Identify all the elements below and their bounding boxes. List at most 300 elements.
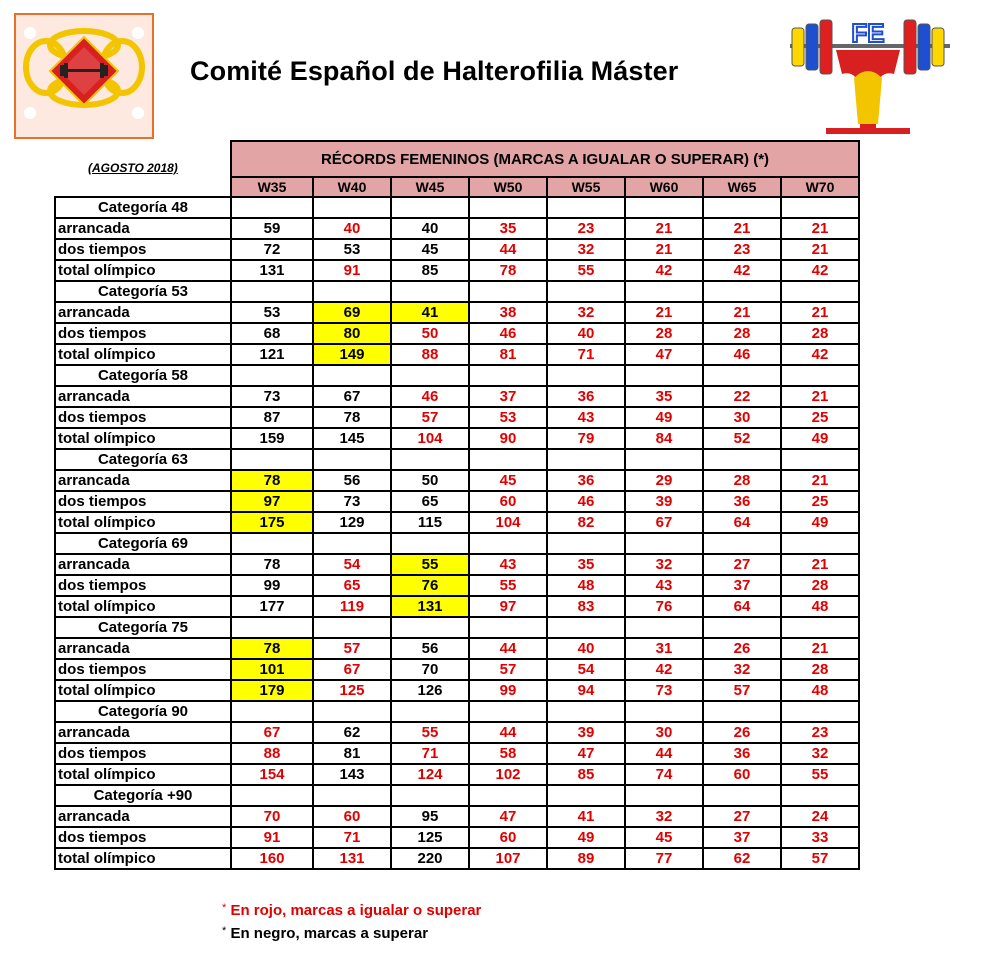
record-value: 37 [469, 386, 547, 407]
empty-cell [231, 281, 313, 302]
empty-cell [391, 785, 469, 806]
record-value: 88 [391, 344, 469, 365]
record-value: 26 [703, 722, 781, 743]
record-value: 42 [703, 260, 781, 281]
empty-cell [703, 701, 781, 722]
red-note-star: * [222, 902, 227, 914]
category-row [55, 365, 859, 386]
record-value: 91 [231, 827, 313, 848]
lift-label: total olímpico [55, 680, 231, 701]
category-row [55, 701, 859, 722]
record-value: 25 [781, 491, 859, 512]
lift-label: dos tiempos [55, 827, 231, 848]
table-row [55, 470, 859, 491]
record-value: 46 [547, 491, 625, 512]
record-value: 149 [313, 344, 391, 365]
record-value: 80 [313, 323, 391, 344]
record-value: 39 [625, 491, 703, 512]
record-value: 73 [625, 680, 703, 701]
empty-cell [781, 701, 859, 722]
table-row [55, 659, 859, 680]
record-value: 27 [703, 554, 781, 575]
record-value: 74 [625, 764, 703, 785]
record-value: 42 [625, 659, 703, 680]
record-value: 72 [231, 239, 313, 260]
empty-cell [231, 785, 313, 806]
record-value: 60 [703, 764, 781, 785]
record-value: 79 [547, 428, 625, 449]
record-value: 44 [469, 722, 547, 743]
record-value: 126 [391, 680, 469, 701]
record-value: 154 [231, 764, 313, 785]
black-note [222, 925, 428, 942]
empty-cell [231, 197, 313, 218]
record-value: 90 [469, 428, 547, 449]
empty-cell [547, 785, 625, 806]
category-label: Categoría 75 [55, 617, 231, 638]
record-value: 56 [391, 638, 469, 659]
record-value: 53 [231, 302, 313, 323]
record-value: 55 [391, 554, 469, 575]
lift-label: total olímpico [55, 764, 231, 785]
empty-cell [469, 617, 547, 638]
category-row [55, 449, 859, 470]
record-value: 44 [469, 638, 547, 659]
record-value: 78 [231, 554, 313, 575]
record-value: 54 [313, 554, 391, 575]
empty-cell [703, 449, 781, 470]
record-value: 115 [391, 512, 469, 533]
age-group-header: W55 [547, 177, 625, 197]
record-value: 57 [703, 680, 781, 701]
empty-cell [625, 533, 703, 554]
record-value: 44 [625, 743, 703, 764]
empty-cell [313, 197, 391, 218]
record-value: 78 [231, 470, 313, 491]
empty-cell [547, 365, 625, 386]
record-value: 71 [313, 827, 391, 848]
red-note [222, 902, 481, 919]
record-value: 85 [391, 260, 469, 281]
table-row [55, 722, 859, 743]
record-value: 101 [231, 659, 313, 680]
empty-cell [703, 533, 781, 554]
empty-cell [391, 365, 469, 386]
record-value: 57 [313, 638, 391, 659]
record-value: 67 [625, 512, 703, 533]
record-value: 47 [469, 806, 547, 827]
records-table [54, 140, 860, 870]
table-row [55, 596, 859, 617]
record-value: 60 [313, 806, 391, 827]
table-row [55, 239, 859, 260]
table-row [55, 323, 859, 344]
age-group-header-row [55, 177, 859, 197]
record-value: 65 [391, 491, 469, 512]
lift-label: dos tiempos [55, 323, 231, 344]
lift-label: arrancada [55, 554, 231, 575]
empty-cell [625, 365, 703, 386]
record-value: 78 [313, 407, 391, 428]
table-row [55, 680, 859, 701]
record-value: 52 [703, 428, 781, 449]
record-value: 107 [469, 848, 547, 869]
lift-label: total olímpico [55, 596, 231, 617]
record-value: 23 [703, 239, 781, 260]
empty-cell [231, 701, 313, 722]
record-value: 129 [313, 512, 391, 533]
record-value: 23 [781, 722, 859, 743]
record-value: 28 [703, 323, 781, 344]
record-value: 32 [547, 302, 625, 323]
record-value: 57 [781, 848, 859, 869]
record-value: 68 [231, 323, 313, 344]
empty-cell [391, 617, 469, 638]
record-value: 64 [703, 596, 781, 617]
category-label: Categoría 90 [55, 701, 231, 722]
record-value: 65 [313, 575, 391, 596]
empty-cell [469, 197, 547, 218]
record-value: 41 [547, 806, 625, 827]
empty-cell [625, 197, 703, 218]
record-value: 104 [469, 512, 547, 533]
empty-cell [781, 785, 859, 806]
record-value: 57 [391, 407, 469, 428]
record-value: 43 [547, 407, 625, 428]
record-value: 21 [781, 638, 859, 659]
category-row [55, 617, 859, 638]
table-row [55, 386, 859, 407]
record-value: 44 [469, 239, 547, 260]
lift-label: arrancada [55, 806, 231, 827]
record-value: 97 [231, 491, 313, 512]
record-value: 55 [391, 722, 469, 743]
category-label: Categoría 48 [55, 197, 231, 218]
date-label: (AGOSTO 2018) [88, 161, 178, 175]
federation-logo [784, 14, 954, 134]
empty-cell [313, 617, 391, 638]
record-value: 70 [391, 659, 469, 680]
record-value: 32 [703, 659, 781, 680]
black-note-star: * [222, 925, 227, 937]
record-value: 32 [781, 743, 859, 764]
record-value: 45 [391, 239, 469, 260]
record-value: 43 [625, 575, 703, 596]
empty-cell [781, 617, 859, 638]
record-value: 131 [313, 848, 391, 869]
record-value: 78 [231, 638, 313, 659]
age-group-header: W40 [313, 177, 391, 197]
record-value: 35 [469, 218, 547, 239]
empty-cell [625, 449, 703, 470]
red-note-text: En rojo, marcas a igualar o superar [230, 902, 482, 919]
table-row [55, 848, 859, 869]
table-row [55, 827, 859, 848]
age-group-header: W70 [781, 177, 859, 197]
record-value: 21 [781, 554, 859, 575]
empty-cell [469, 701, 547, 722]
empty-cell [703, 281, 781, 302]
record-value: 58 [469, 743, 547, 764]
category-label: Categoría +90 [55, 785, 231, 806]
empty-cell [391, 449, 469, 470]
lift-label: arrancada [55, 470, 231, 491]
empty-cell [625, 281, 703, 302]
record-value: 49 [781, 512, 859, 533]
record-value: 88 [231, 743, 313, 764]
record-value: 40 [547, 638, 625, 659]
empty-cell [391, 281, 469, 302]
record-value: 28 [781, 323, 859, 344]
category-row [55, 197, 859, 218]
record-value: 42 [781, 260, 859, 281]
age-group-header: W60 [625, 177, 703, 197]
record-value: 33 [781, 827, 859, 848]
record-value: 60 [469, 827, 547, 848]
table-row [55, 638, 859, 659]
record-value: 220 [391, 848, 469, 869]
record-value: 21 [703, 218, 781, 239]
record-value: 60 [469, 491, 547, 512]
lift-label: arrancada [55, 638, 231, 659]
record-value: 55 [547, 260, 625, 281]
record-value: 28 [781, 575, 859, 596]
committee-logo [14, 13, 154, 139]
record-value: 30 [625, 722, 703, 743]
record-value: 83 [547, 596, 625, 617]
empty-cell [469, 533, 547, 554]
record-value: 45 [625, 827, 703, 848]
record-value: 22 [703, 386, 781, 407]
record-value: 64 [703, 512, 781, 533]
table-row [55, 428, 859, 449]
record-value: 47 [547, 743, 625, 764]
record-value: 76 [625, 596, 703, 617]
category-row [55, 281, 859, 302]
lift-label: dos tiempos [55, 491, 231, 512]
empty-cell [313, 449, 391, 470]
record-value: 21 [781, 386, 859, 407]
record-value: 23 [547, 218, 625, 239]
record-value: 57 [469, 659, 547, 680]
record-value: 125 [313, 680, 391, 701]
record-value: 48 [781, 680, 859, 701]
record-value: 31 [625, 638, 703, 659]
record-value: 42 [625, 260, 703, 281]
record-value: 97 [469, 596, 547, 617]
record-value: 56 [313, 470, 391, 491]
record-value: 24 [781, 806, 859, 827]
record-value: 35 [625, 386, 703, 407]
empty-cell [231, 533, 313, 554]
category-row [55, 785, 859, 806]
empty-cell [313, 701, 391, 722]
category-label: Categoría 63 [55, 449, 231, 470]
record-value: 29 [625, 470, 703, 491]
table-row [55, 218, 859, 239]
record-value: 91 [313, 260, 391, 281]
record-value: 49 [625, 407, 703, 428]
record-value: 82 [547, 512, 625, 533]
record-value: 76 [391, 575, 469, 596]
empty-cell [781, 197, 859, 218]
record-value: 39 [547, 722, 625, 743]
empty-cell [391, 197, 469, 218]
record-value: 21 [781, 302, 859, 323]
empty-corner [55, 177, 231, 197]
record-value: 21 [781, 470, 859, 491]
lift-label: arrancada [55, 386, 231, 407]
record-value: 145 [313, 428, 391, 449]
record-value: 159 [231, 428, 313, 449]
empty-cell [703, 617, 781, 638]
age-group-header: W65 [703, 177, 781, 197]
record-value: 67 [231, 722, 313, 743]
empty-cell [469, 365, 547, 386]
record-value: 28 [625, 323, 703, 344]
record-value: 50 [391, 323, 469, 344]
record-value: 42 [781, 344, 859, 365]
lift-label: dos tiempos [55, 407, 231, 428]
record-value: 32 [625, 554, 703, 575]
empty-cell [547, 449, 625, 470]
empty-cell [625, 701, 703, 722]
table-title-row [55, 141, 859, 177]
empty-cell [547, 701, 625, 722]
record-value: 124 [391, 764, 469, 785]
record-value: 40 [391, 218, 469, 239]
empty-cell [313, 785, 391, 806]
record-value: 71 [547, 344, 625, 365]
empty-cell [547, 533, 625, 554]
record-value: 89 [547, 848, 625, 869]
record-value: 81 [313, 743, 391, 764]
record-value: 177 [231, 596, 313, 617]
empty-cell [781, 365, 859, 386]
lift-label: total olímpico [55, 848, 231, 869]
record-value: 121 [231, 344, 313, 365]
record-value: 49 [547, 827, 625, 848]
table-row [55, 764, 859, 785]
record-value: 38 [469, 302, 547, 323]
empty-cell [781, 533, 859, 554]
record-value: 59 [231, 218, 313, 239]
table-row [55, 575, 859, 596]
record-value: 36 [547, 470, 625, 491]
record-value: 102 [469, 764, 547, 785]
empty-cell [625, 617, 703, 638]
table-row [55, 260, 859, 281]
empty-cell [231, 449, 313, 470]
empty-cell [703, 785, 781, 806]
lift-label: dos tiempos [55, 575, 231, 596]
age-group-header: W45 [391, 177, 469, 197]
empty-cell [781, 449, 859, 470]
category-label: Categoría 58 [55, 365, 231, 386]
lift-label: dos tiempos [55, 239, 231, 260]
record-value: 46 [391, 386, 469, 407]
lift-label: arrancada [55, 722, 231, 743]
empty-cell [703, 365, 781, 386]
empty-cell [391, 533, 469, 554]
record-value: 99 [231, 575, 313, 596]
record-value: 87 [231, 407, 313, 428]
page-title: Comité Español de Halterofilia Máster [190, 56, 679, 86]
record-value: 62 [703, 848, 781, 869]
table-row [55, 344, 859, 365]
record-value: 95 [391, 806, 469, 827]
record-value: 46 [469, 323, 547, 344]
record-value: 67 [313, 659, 391, 680]
category-label: Categoría 53 [55, 281, 231, 302]
record-value: 41 [391, 302, 469, 323]
record-value: 35 [547, 554, 625, 575]
record-value: 40 [547, 323, 625, 344]
table-row [55, 806, 859, 827]
record-value: 53 [469, 407, 547, 428]
record-value: 27 [703, 806, 781, 827]
table-row [55, 491, 859, 512]
empty-cell [231, 617, 313, 638]
table-row [55, 407, 859, 428]
lift-label: total olímpico [55, 512, 231, 533]
empty-cell [625, 785, 703, 806]
table-row [55, 512, 859, 533]
record-value: 36 [547, 386, 625, 407]
lift-label: arrancada [55, 218, 231, 239]
record-value: 73 [313, 491, 391, 512]
empty-cell [313, 281, 391, 302]
empty-cell [313, 533, 391, 554]
category-row [55, 533, 859, 554]
record-value: 30 [703, 407, 781, 428]
record-value: 50 [391, 470, 469, 491]
empty-cell [313, 365, 391, 386]
record-value: 160 [231, 848, 313, 869]
record-value: 84 [625, 428, 703, 449]
record-value: 21 [625, 218, 703, 239]
record-value: 43 [469, 554, 547, 575]
record-value: 78 [469, 260, 547, 281]
record-value: 47 [625, 344, 703, 365]
lift-label: total olímpico [55, 428, 231, 449]
record-value: 28 [781, 659, 859, 680]
empty-cell [703, 197, 781, 218]
record-value: 131 [231, 260, 313, 281]
record-value: 54 [547, 659, 625, 680]
record-value: 48 [781, 596, 859, 617]
lift-label: dos tiempos [55, 743, 231, 764]
record-value: 67 [313, 386, 391, 407]
age-group-header: W35 [231, 177, 313, 197]
record-value: 119 [313, 596, 391, 617]
record-value: 143 [313, 764, 391, 785]
record-value: 25 [781, 407, 859, 428]
record-value: 55 [469, 575, 547, 596]
lift-label: total olímpico [55, 344, 231, 365]
empty-corner [55, 141, 231, 177]
record-value: 55 [781, 764, 859, 785]
record-value: 36 [703, 743, 781, 764]
record-value: 32 [625, 806, 703, 827]
record-value: 48 [547, 575, 625, 596]
record-value: 45 [469, 470, 547, 491]
record-value: 131 [391, 596, 469, 617]
record-value: 26 [703, 638, 781, 659]
record-value: 46 [703, 344, 781, 365]
empty-cell [469, 281, 547, 302]
record-value: 73 [231, 386, 313, 407]
